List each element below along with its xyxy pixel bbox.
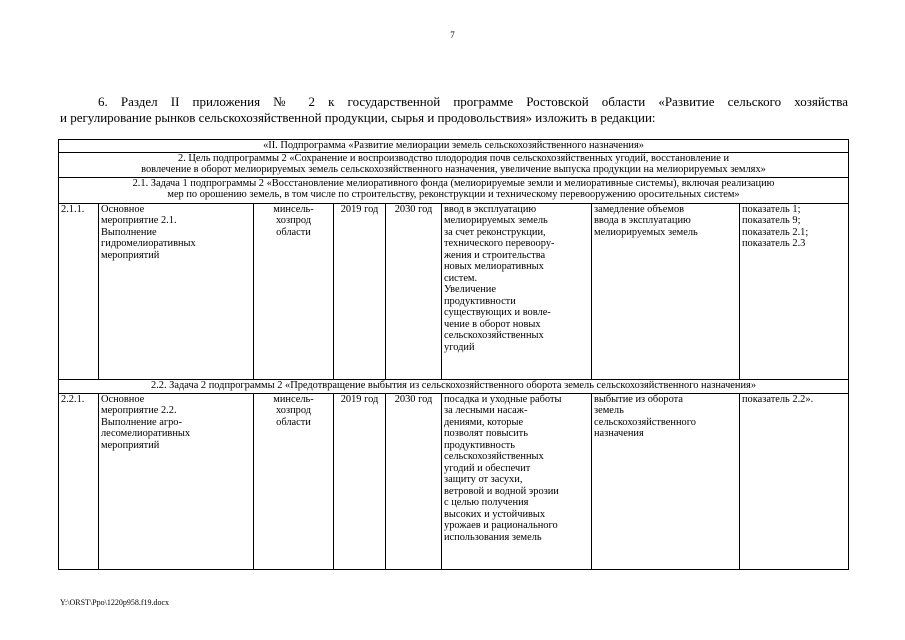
end-year: 2030 год: [386, 393, 442, 569]
table-row: [59, 203, 849, 379]
start-year: 2019 год: [334, 203, 386, 379]
page-number: 7: [450, 30, 455, 40]
start-year: 2019 год: [334, 393, 386, 569]
goal-cell: 2. Цель подпрограммы 2 «Сохранение и воспроизводство плодородия почв сельскохозяйственных угодий, восстановление и вовлечение в оборот мелиорируемых земель сельскохозяйственного назначения, увеличение выпуска продукции на мелиорируемых землях»: [59, 152, 849, 177]
subprogram-table: [58, 139, 849, 570]
indicators: показатель 2.2».: [740, 393, 849, 569]
subprogram-title-cell: «II. Подпрограмма «Развитие мелиорации земель сельскохозяйственного назначения»: [59, 140, 849, 153]
end-year: 2030 год: [386, 203, 442, 379]
task-1-cell: 2.1. Задача 1 подпрограммы 2 «Восстановление мелиоративного фонда (мелиорируемые земли и мелиоративные системы), включая реализацию мер по орошению земель, в том числе по строительству, реконструкции и техническому перевооружению оросительных систем»: [59, 177, 849, 203]
consequence: выбытие из оборота земель сельскохозяйственного назначения: [592, 393, 740, 569]
file-path-footer: Y:\ORST\Ppo\1220p958.f19.docx: [60, 598, 170, 607]
intro-paragraph: [60, 94, 848, 125]
consequence: замедление объемов ввода в эксплуатацию мелиорируемых земель: [592, 203, 740, 379]
row-number: 2.1.1.: [59, 203, 99, 379]
row-number: 2.2.1.: [59, 393, 99, 569]
intro-line-1: 6. Раздел II приложения № 2 к государственной программе Ростовской области «Развитие сельского хозяйства: [98, 94, 848, 109]
table-row: [59, 393, 849, 569]
executor: минсель- хозпрод области: [254, 203, 334, 379]
measure-name: Основное мероприятие 2.1. Выполнение гидромелиоративных мероприятий: [99, 203, 254, 379]
executor: минсель- хозпрод области: [254, 393, 334, 569]
expected-result: ввод в эксплуатацию мелиорируемых земель за счет реконструкции, технического перевоору- жения и строительства новых мелиоративных систем. Увеличение продуктивности существующих и вовле- чение в оборот новых сельскохозяйственных угодий: [442, 203, 592, 379]
measure-name: Основное мероприятие 2.2. Выполнение агро- лесомелиоративных мероприятий: [99, 393, 254, 569]
expected-result: посадка и уходные работы за лесными насаж- дениями, которые позволят повысить продуктивность сельскохозяйственных угодий и обеспечит защиту от засухи, ветровой и водной эрозии с целью получения высоких и устойчивых урожаев и рационального использования земель: [442, 393, 592, 569]
task-2-cell: 2.2. Задача 2 подпрограммы 2 «Предотвращение выбытия из сельскохозяйственного оборота земель сельскохозяйственного назначения»: [59, 379, 849, 393]
indicators: показатель 1; показатель 9; показатель 2.1; показатель 2.3: [740, 203, 849, 379]
intro-line-2: и регулирование рынков сельскохозяйственной продукции, сырья и продовольствия» изложить в редакции:: [60, 109, 656, 125]
